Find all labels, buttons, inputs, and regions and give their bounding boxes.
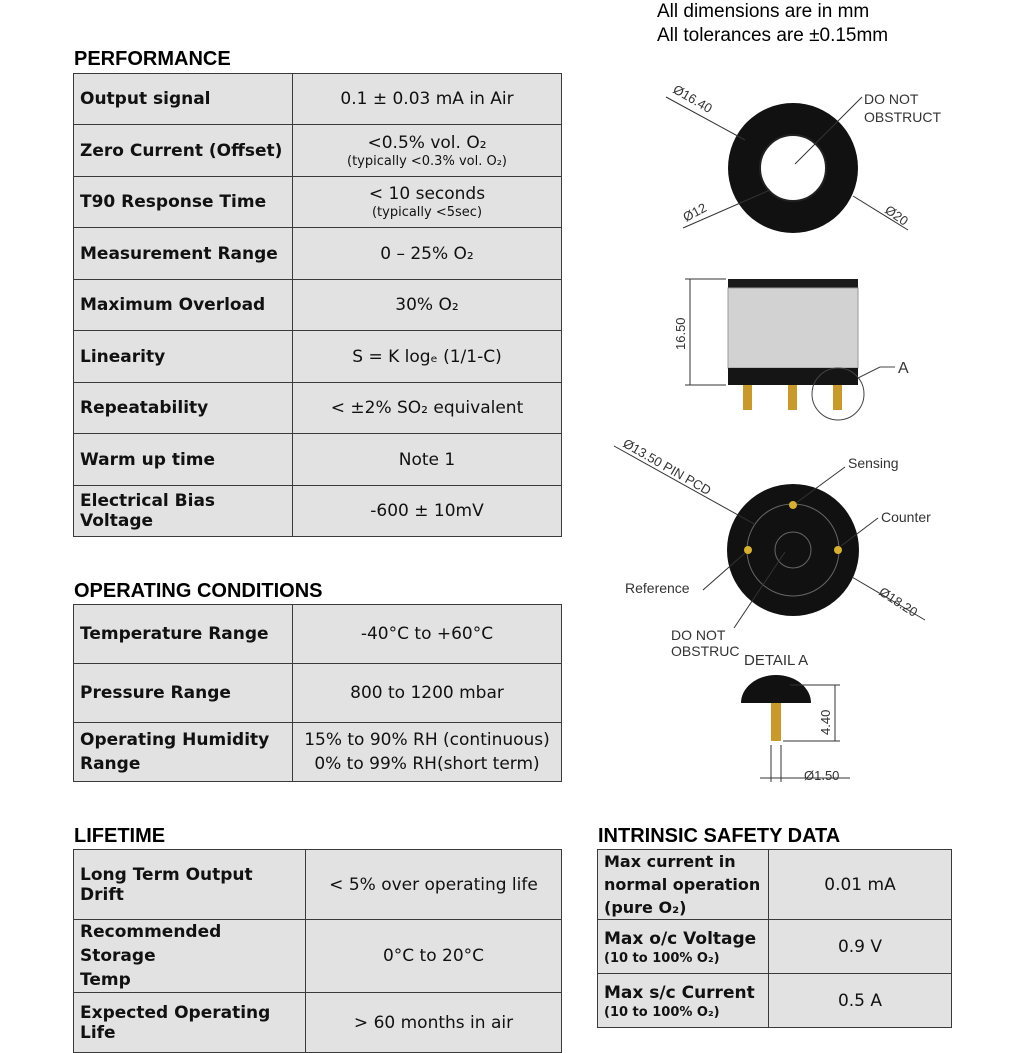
- detail-pin: [771, 703, 781, 741]
- table-row: [74, 434, 562, 486]
- row-value: 0.9 V: [769, 920, 952, 974]
- row-key: Output signal: [74, 74, 293, 125]
- row-key: Zero Current (Offset): [74, 125, 293, 177]
- row-key-line1: Recommended Storage: [80, 922, 222, 966]
- row-value: 0 – 25% O₂: [293, 228, 562, 280]
- table-row: [74, 228, 562, 280]
- detail-pin-dia-label: Ø1.50: [804, 768, 840, 783]
- detail-cap: [741, 675, 811, 703]
- table-row: [74, 486, 562, 537]
- table-row: [74, 723, 562, 782]
- row-value: 0.1 ± 0.03 mA in Air: [293, 74, 562, 125]
- sensing-label: Sensing: [848, 455, 899, 471]
- row-key-line2: normal operation: [604, 875, 761, 894]
- dim-outer-label: Ø16.40: [670, 81, 715, 116]
- row-key: [598, 850, 769, 920]
- operating-conditions-title: OPERATING CONDITIONS: [74, 580, 323, 602]
- table-row: [74, 920, 562, 993]
- row-key-line1: Max current in: [604, 852, 736, 871]
- side-view: [673, 279, 909, 420]
- row-key-line1: Max s/c Current: [604, 983, 755, 1003]
- row-key-line3: (pure O₂): [604, 898, 687, 917]
- row-key: Temperature Range: [74, 605, 293, 664]
- row-value: [293, 177, 562, 228]
- dimensions-note-line2: All tolerances are ±0.15mm: [657, 25, 889, 46]
- detail-ref-label: A: [898, 360, 909, 377]
- do-not-obstruct-line2: OBSTRUC: [671, 643, 740, 659]
- reference-pin: [744, 546, 752, 554]
- row-value: 800 to 1200 mbar: [293, 664, 562, 723]
- row-key-line2: (10 to 100% O₂): [604, 951, 720, 966]
- row-value: < 5% over operating life: [306, 850, 562, 920]
- leader-line: [858, 367, 880, 378]
- row-key-line2: (10 to 100% O₂): [604, 1005, 720, 1020]
- counter-label: Counter: [881, 509, 931, 525]
- do-not-obstruct-line1: DO NOT: [864, 91, 919, 107]
- row-value: 30% O₂: [293, 280, 562, 331]
- row-value: -40°C to +60°C: [293, 605, 562, 664]
- top-view-opening: [760, 135, 826, 201]
- row-key: Expected Operating Life: [74, 993, 306, 1053]
- row-value-line2: 0% to 99% RH(short term): [314, 754, 540, 774]
- table-row: [74, 177, 562, 228]
- table-row: [74, 664, 562, 723]
- row-key-line2: Temp: [80, 970, 131, 990]
- row-key: Long Term Output Drift: [74, 850, 306, 920]
- row-value: S = K logₑ (1/1-C): [293, 331, 562, 383]
- row-key-line1: Max o/c Voltage: [604, 929, 757, 949]
- row-value: > 60 months in air: [306, 993, 562, 1053]
- table-row: [74, 850, 562, 920]
- top-view: [666, 82, 941, 233]
- height-label: 16.50: [673, 317, 688, 350]
- row-value-sub: (typically <0.3% vol. O₂): [347, 153, 507, 169]
- row-value: -600 ± 10mV: [293, 486, 562, 537]
- row-key: Measurement Range: [74, 228, 293, 280]
- row-key: Linearity: [74, 331, 293, 383]
- row-key-line1: Operating Humidity: [80, 730, 270, 750]
- row-key: Electrical Bias Voltage: [74, 486, 293, 537]
- row-key: Repeatability: [74, 383, 293, 434]
- pin: [833, 385, 842, 410]
- table-row: [74, 383, 562, 434]
- row-value: < ±2% SO₂ equivalent: [293, 383, 562, 434]
- row-key-line2: Range: [80, 754, 141, 774]
- reference-label: Reference: [625, 580, 690, 596]
- row-value: 0°C to 20°C: [306, 920, 562, 993]
- row-key: [74, 920, 306, 993]
- side-view-body: [728, 288, 858, 368]
- row-key: T90 Response Time: [74, 177, 293, 228]
- pin: [788, 385, 797, 410]
- row-key: Maximum Overload: [74, 280, 293, 331]
- row-value: [293, 723, 562, 782]
- performance-table: [73, 73, 562, 537]
- row-value: [293, 125, 562, 177]
- lifetime-title: LIFETIME: [74, 825, 166, 847]
- table-row: [74, 331, 562, 383]
- sensing-pin: [789, 501, 797, 509]
- table-row: [74, 125, 562, 177]
- table-row: [74, 280, 562, 331]
- row-key: [598, 920, 769, 974]
- pin-pcd-label: Ø13.50 PIN PCD: [620, 435, 714, 499]
- sensor-drawing: [580, 60, 1000, 800]
- side-view-base: [728, 368, 858, 385]
- intrinsic-safety-title: INTRINSIC SAFETY DATA: [598, 825, 841, 847]
- pin: [743, 385, 752, 410]
- row-key: Warm up time: [74, 434, 293, 486]
- do-not-obstruct-line1: DO NOT: [671, 627, 726, 643]
- side-view-cap: [728, 279, 858, 288]
- counter-pin: [834, 546, 842, 554]
- row-value: Note 1: [293, 434, 562, 486]
- table-row: [74, 74, 562, 125]
- row-value-line1: 15% to 90% RH (continuous): [304, 730, 550, 750]
- table-row: [74, 605, 562, 664]
- dim-inner-label: Ø12: [680, 199, 710, 225]
- bottom-view: [614, 436, 931, 659]
- row-value-main: < 10 seconds: [368, 184, 486, 204]
- row-key: [598, 974, 769, 1028]
- operating-conditions-table: [73, 604, 562, 782]
- row-key: [74, 723, 293, 782]
- detail-a: [741, 652, 850, 783]
- row-value: 0.01 mA: [769, 850, 952, 920]
- detail-title: DETAIL A: [744, 652, 809, 669]
- row-value-main: <0.5% vol. O₂: [367, 132, 487, 153]
- dim-body-label: Ø20: [882, 202, 912, 229]
- row-key: Pressure Range: [74, 664, 293, 723]
- detail-height-label: 4.40: [818, 709, 833, 735]
- dimensions-note: [657, 0, 888, 48]
- dimensions-note-line1: All dimensions are in mm: [657, 1, 870, 22]
- intrinsic-safety-table: [597, 849, 952, 1028]
- table-row: [598, 920, 952, 974]
- row-value: 0.5 A: [769, 974, 952, 1028]
- dia-label: Ø18.20: [876, 583, 921, 620]
- do-not-obstruct-line2: OBSTRUCT: [864, 109, 941, 125]
- table-row: [598, 850, 952, 920]
- table-row: [74, 993, 562, 1053]
- table-row: [598, 974, 952, 1028]
- lifetime-table: [73, 849, 562, 1053]
- row-value-sub: (typically <5sec): [371, 205, 483, 220]
- performance-title: PERFORMANCE: [74, 48, 231, 70]
